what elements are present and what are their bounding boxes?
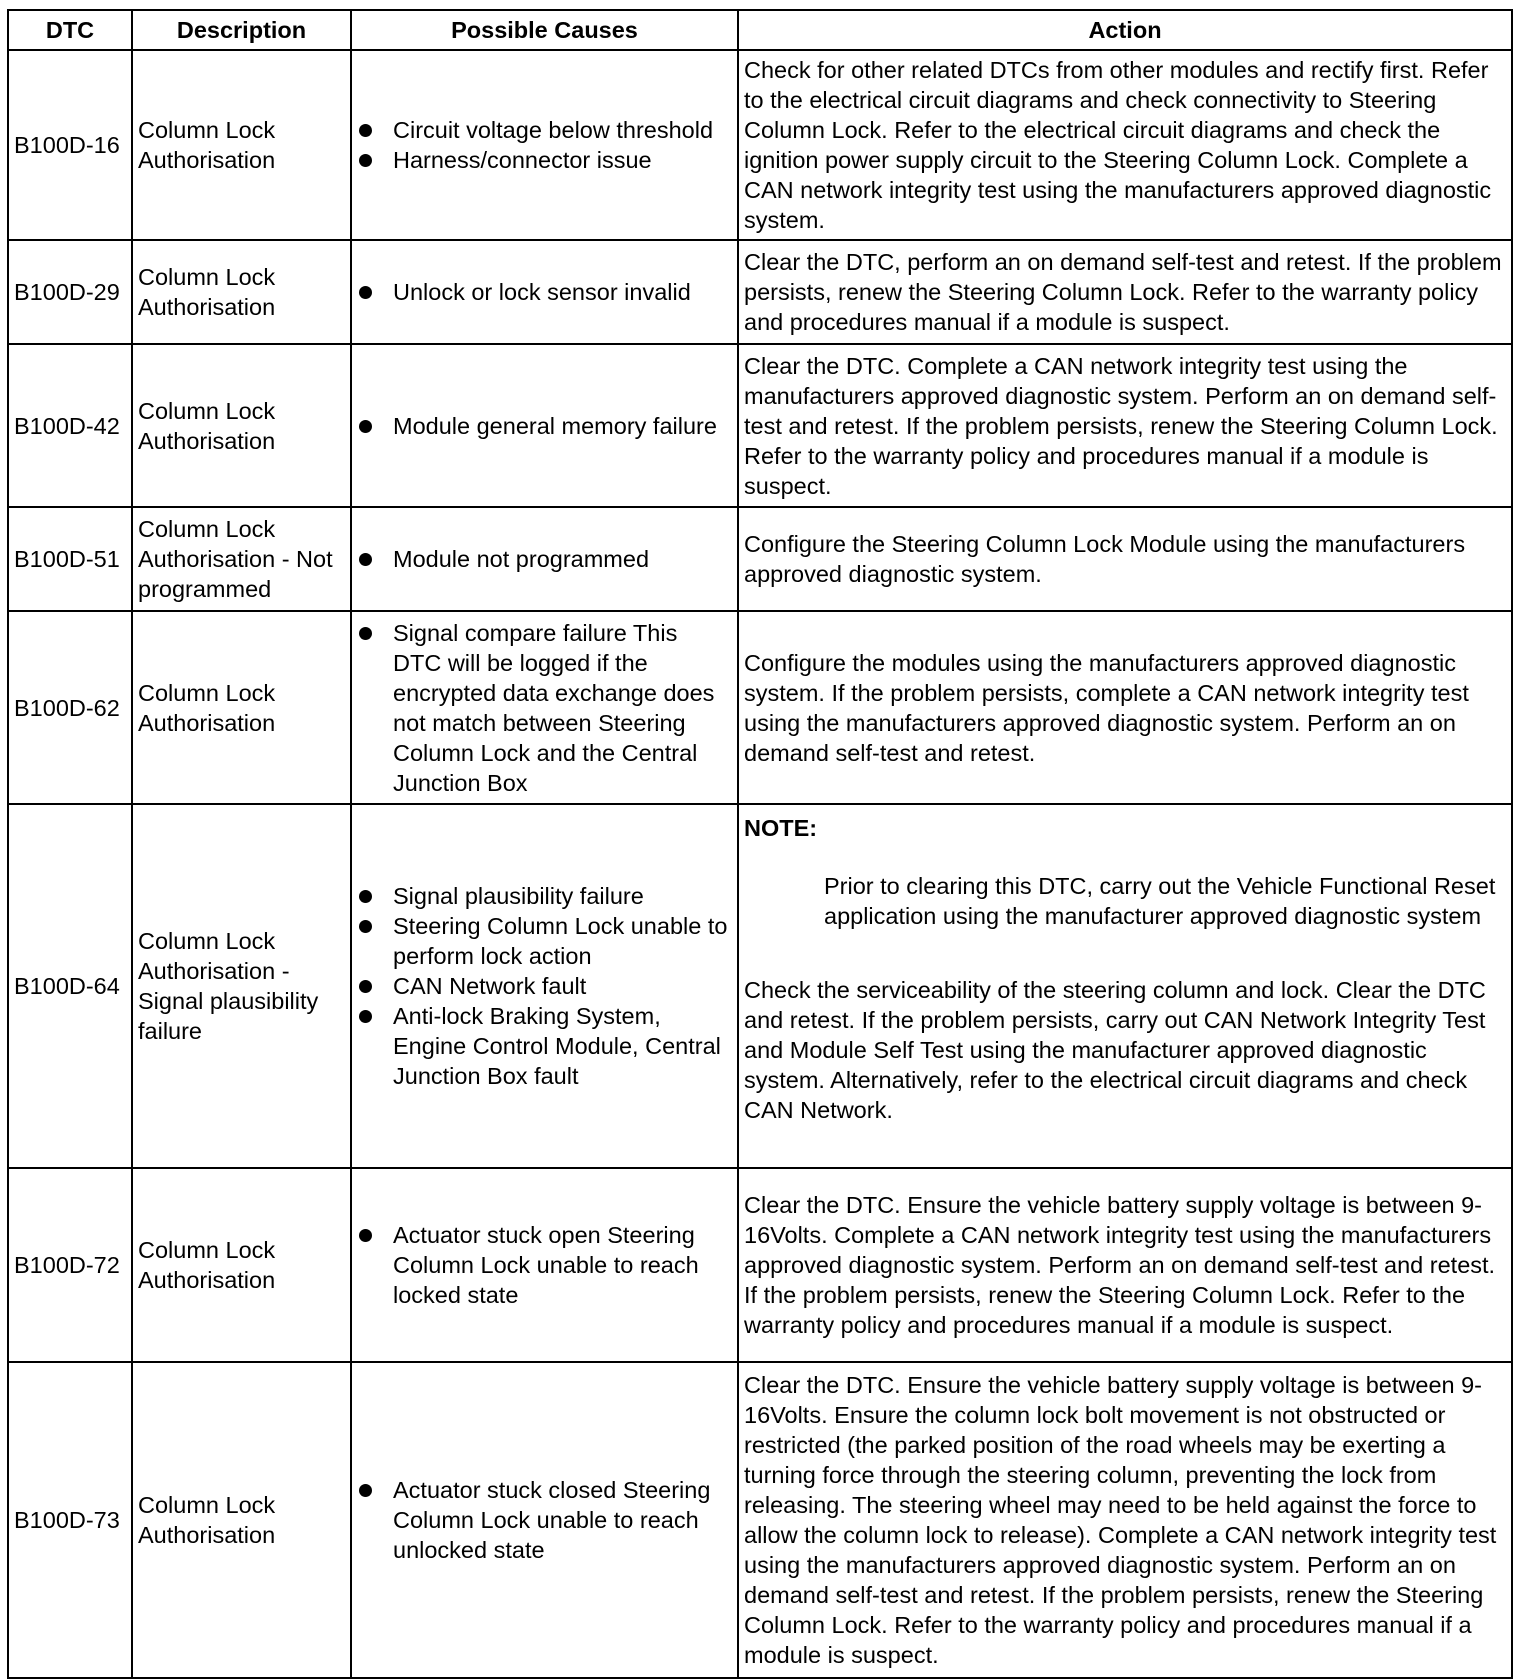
possible-causes (351, 344, 738, 507)
cause-item (357, 881, 732, 911)
table-row (8, 50, 1512, 240)
action-text: Check for other related DTCs from other modules and rectify first. Refer to the electrical circuit diagrams and check connectivity to Steering Column Lock. Refer to the electrical circuit diagrams and check the ignition power supply circuit to the Steering Column Lock. Complete a CAN network integrity test using the manufacturers approved diagnostic system. (738, 50, 1512, 240)
action-text: Clear the DTC. Complete a CAN network integrity test using the manufacturers approved diagnostic system. Perform an on demand self-test and retest. If the problem persists, renew the Steering Column Lock. Refer to the warranty policy and procedures manual if a module is suspect. (738, 344, 1512, 507)
possible-causes (351, 804, 738, 1168)
table-row (8, 507, 1512, 611)
bullet-icon (359, 286, 372, 299)
bullet-icon (359, 627, 372, 640)
action-text: Configure the Steering Column Lock Module using the manufacturers approved diagnostic system. (738, 507, 1512, 611)
cause-item (357, 911, 732, 971)
action-cell (738, 804, 1512, 1168)
dtc-description: Column Lock Authorisation - Not programmed (132, 507, 351, 611)
dtc-description: Column Lock Authorisation (132, 1168, 351, 1362)
cause-text: Signal plausibility failure (393, 883, 644, 909)
header-action: Action (738, 10, 1512, 50)
cause-text: Module not programmed (393, 546, 650, 572)
cause-item (357, 277, 732, 307)
cause-text: Actuator stuck closed Steering Column Lock unable to reach unlocked state (393, 1477, 711, 1563)
bullet-icon (359, 890, 372, 903)
dtc-description: Column Lock Authorisation (132, 344, 351, 507)
bullet-icon (359, 1484, 372, 1497)
cause-item (357, 544, 732, 574)
dtc-description: Column Lock Authorisation (132, 611, 351, 804)
dtc-table (7, 9, 1513, 1679)
dtc-description: Column Lock Authorisation - Signal plausibility failure (132, 804, 351, 1168)
cause-text: Anti-lock Braking System, Engine Control Module, Central Junction Box fault (393, 1003, 721, 1089)
possible-causes (351, 50, 738, 240)
cause-item (357, 145, 732, 175)
cause-item (357, 1220, 732, 1310)
cause-item (357, 618, 732, 798)
possible-causes (351, 507, 738, 611)
bullet-icon (359, 124, 372, 137)
bullet-icon (359, 420, 372, 433)
dtc-code: B100D-62 (8, 611, 132, 804)
possible-causes (351, 611, 738, 804)
action-text: Configure the modules using the manufacturers approved diagnostic system. If the problem persists, complete a CAN network integrity test using the manufacturers approved diagnostic system. Perform an on demand self-test and retest. (738, 611, 1512, 804)
cause-text: Harness/connector issue (393, 147, 652, 173)
bullet-icon (359, 920, 372, 933)
table-row (8, 240, 1512, 344)
action-text: Check the serviceability of the steering column and lock. Clear the DTC and retest. If the problem persists, carry out CAN Network Integrity Test and Module Self Test using the manufacturer approved diagnostic system. Alternatively, refer to the electrical circuit diagrams and check CAN Network. (744, 977, 1486, 1123)
cause-item (357, 1475, 732, 1565)
bullet-icon (359, 1229, 372, 1242)
dtc-code: B100D-73 (8, 1362, 132, 1678)
bullet-icon (359, 980, 372, 993)
header-description: Description (132, 10, 351, 50)
cause-text: CAN Network fault (393, 973, 587, 999)
cause-item (357, 411, 732, 441)
note-text: Prior to clearing this DTC, carry out the Vehicle Functional Reset application using the manufacturer approved diagnostic system (824, 873, 1496, 929)
header-dtc: DTC (8, 10, 132, 50)
dtc-code: B100D-29 (8, 240, 132, 344)
cause-item (357, 971, 732, 1001)
action-text: Clear the DTC, perform an on demand self-test and retest. If the problem persists, renew the Steering Column Lock. Refer to the warranty policy and procedures manual if a module is suspect. (738, 240, 1512, 344)
cause-text: Circuit voltage below threshold (393, 117, 714, 143)
action-text: Clear the DTC. Ensure the vehicle battery supply voltage is between 9-16Volts. Complete a CAN network integrity test using the manufacturers approved diagnostic system. Perform an on demand self-test and retest. If the problem persists, renew the Steering Column Lock. Refer to the warranty policy and procedures manual if a module is suspect. (738, 1168, 1512, 1362)
action-text: Clear the DTC. Ensure the vehicle battery supply voltage is between 9-16Volts. Ensure the column lock bolt movement is not obstructed or restricted (the parked position of the road wheels may be exerting a turning force through the steering column, preventing the lock from releasing. The steering wheel may need to be held against the force to allow the column lock to release). Complete a CAN network integrity test using the manufacturers approved diagnostic system. Perform an on demand self-test and retest. If the problem persists, renew the Steering Column Lock. Refer to the warranty policy and procedures manual if a module is suspect. (738, 1362, 1512, 1678)
cause-text: Steering Column Lock unable to perform lock action (393, 913, 728, 969)
table-row (8, 611, 1512, 804)
dtc-code: B100D-72 (8, 1168, 132, 1362)
table-row (8, 344, 1512, 507)
possible-causes (351, 240, 738, 344)
dtc-code: B100D-64 (8, 804, 132, 1168)
dtc-code: B100D-51 (8, 507, 132, 611)
dtc-code: B100D-42 (8, 344, 132, 507)
cause-text: Unlock or lock sensor invalid (393, 279, 691, 305)
table-row (8, 1168, 1512, 1362)
bullet-icon (359, 154, 372, 167)
dtc-description: Column Lock Authorisation (132, 1362, 351, 1678)
table-row (8, 804, 1512, 1168)
dtc-description: Column Lock Authorisation (132, 50, 351, 240)
cause-item (357, 1001, 732, 1091)
bullet-icon (359, 553, 372, 566)
cause-text: Module general memory failure (393, 412, 717, 439)
table-row (8, 1362, 1512, 1678)
cause-item (357, 115, 732, 145)
header-possible-causes: Possible Causes (351, 10, 738, 50)
dtc-code: B100D-16 (8, 50, 132, 240)
possible-causes (351, 1168, 738, 1362)
cause-text: Actuator stuck open Steering Column Lock unable to reach locked state (393, 1222, 699, 1308)
possible-causes (351, 1362, 738, 1678)
dtc-description: Column Lock Authorisation (132, 240, 351, 344)
header-row (8, 10, 1512, 50)
cause-text: Signal compare failure This DTC will be logged if the encrypted data exchange does not match between Steering Column Lock and the Central Junction Box (393, 619, 715, 796)
bullet-icon (359, 1010, 372, 1023)
note-label: NOTE: (744, 815, 818, 841)
